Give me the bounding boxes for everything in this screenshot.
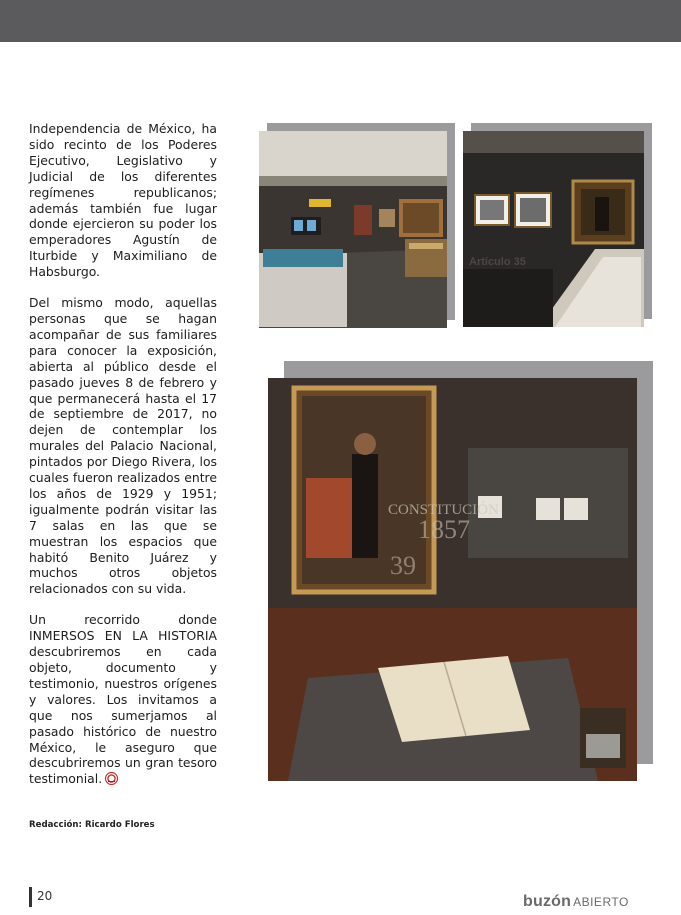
brand-logo [523,893,629,911]
article-body [29,121,217,802]
photo-portrait-and-book [268,378,637,781]
brand-logo-light: ABIERTO [573,895,629,909]
paragraph-1: Independencia de México, ha sido recinto de los Poderes Ejecutivo, Legislativo y Judicial de los diferentes regímenes republicanos; además también fue lugar donde ejercieron su poder los emperadores Agustín de Iturbide y Maximiliano de Habsburgo. [29,121,217,280]
page-number: 20 [37,889,53,903]
paragraph-2: Del mismo modo, aquellas personas que se hagan acompañar de sus familiares para conocer la exposición, abierta al público desde el pasado jueves 8 de febrero y que permanecerá hasta el 17 de septiembre de 2017, no dejen de contemplar los murales del Palacio Nacional, pintados por Diego Rivera, los cuales fueron realizados entre los años de 1929 y 1951; igualmente podrán visitar las 7 salas en las que se muestran los espacios que habitó Benito Juárez y muchos otros objetos relacionados con su vida. [29,295,217,597]
photo-3-lettering-2: 1857 [418,515,470,544]
photo-exhibition-hall [259,131,447,328]
paragraph-3 [29,612,217,787]
photo-3-lettering-3: 39 [390,551,416,580]
photo-display-case [463,131,644,327]
paragraph-3-text: Un recorrido donde INMERSOS EN LA HISTORIA descubriremos en cada objeto, documento y testimonio, nuestros orígenes y valores. Los invitamos a que nos sumerjamos al pasado histórico de nuestro México, le aseguro que descubriremos un gran tesoro testimonial. [29,612,217,787]
photo-2-caption: Artículo 35 [469,256,526,268]
end-mark-icon [105,772,118,785]
brand-logo-bold: buzón [523,893,572,910]
author-credit: Redacción: Ricardo Flores [29,820,155,830]
page-number-bar [29,887,32,907]
top-banner [0,0,681,42]
photo-3-lettering-1: CONSTITUCIÓN [388,502,499,518]
